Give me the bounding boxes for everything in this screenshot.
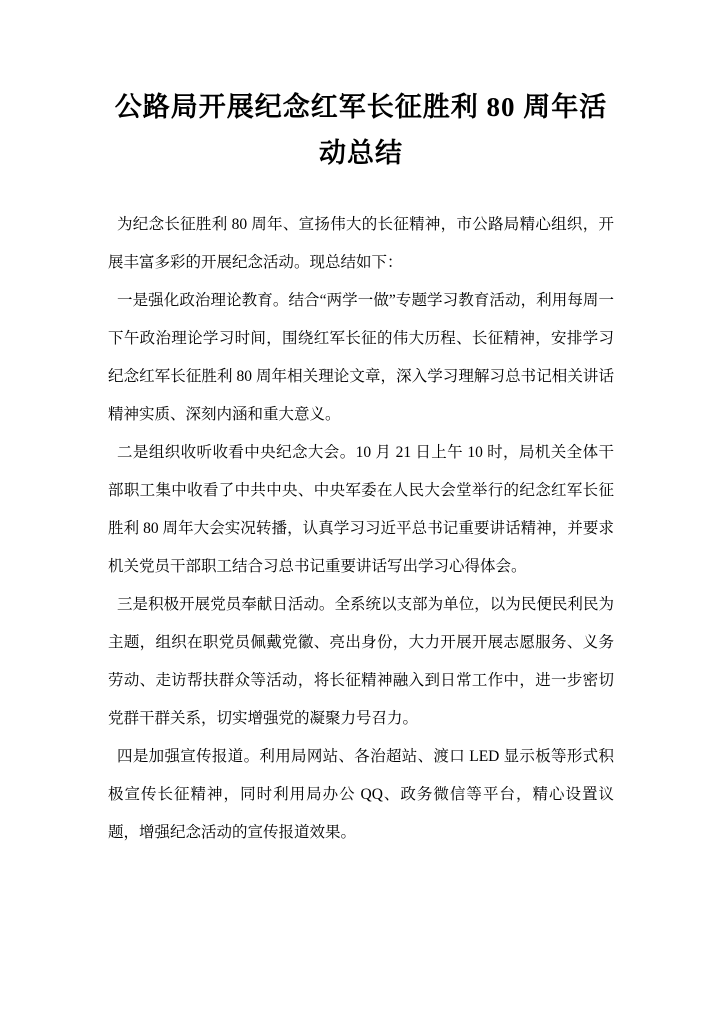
paragraph-point-two: 二是组织收听收看中央纪念大会。10 月 21 日上午 10 时，局机关全体干部职工集中收看了中共中央、中央军委在人民大会堂举行的纪念红军长征胜利 80 周年大会实况转播，认真学习习近平总书记重要讲话精神，并要求机关党员干部职工结合习总书记重要讲话写出学习心得体会。 <box>108 444 614 575</box>
document-title: 公路局开展纪念红军长征胜利 80 周年活动总结 <box>114 92 608 168</box>
paragraph-point-four: 四是加强宣传报道。利用局网站、各治超站、渡口 LED 显示板等形式积极宣传长征精神，同时利用局办公 QQ、政务微信等平台，精心设置议题，增强纪念活动的宣传报道效果。 <box>108 748 614 841</box>
paragraph-point-three: 三是积极开展党员奉献日活动。全系统以支部为单位，以为民便民利民为主题，组织在职党员佩戴党徽、亮出身份，大力开展开展志愿服务、义务劳动、走访帮扶群众等活动，将长征精神融入到日常工作中，进一步密切党群干群关系，切实增强党的凝聚力号召力。 <box>108 596 614 727</box>
paragraph-point-one: 一是强化政治理论教育。结合“两学一做”专题学习教育活动，利用每周一下午政治理论学习时间，围绕红军长征的伟大历程、长征精神，安排学习纪念红军长征胜利 80 周年相关理论文章，深入学习理解习总书记相关讲话精神实质、深刻内涵和重大意义。 <box>108 292 614 423</box>
paragraph-intro: 为纪念长征胜利 80 周年、宣扬伟大的长征精神，市公路局精心组织，开展丰富多彩的开展纪念活动。现总结如下： <box>108 216 614 271</box>
